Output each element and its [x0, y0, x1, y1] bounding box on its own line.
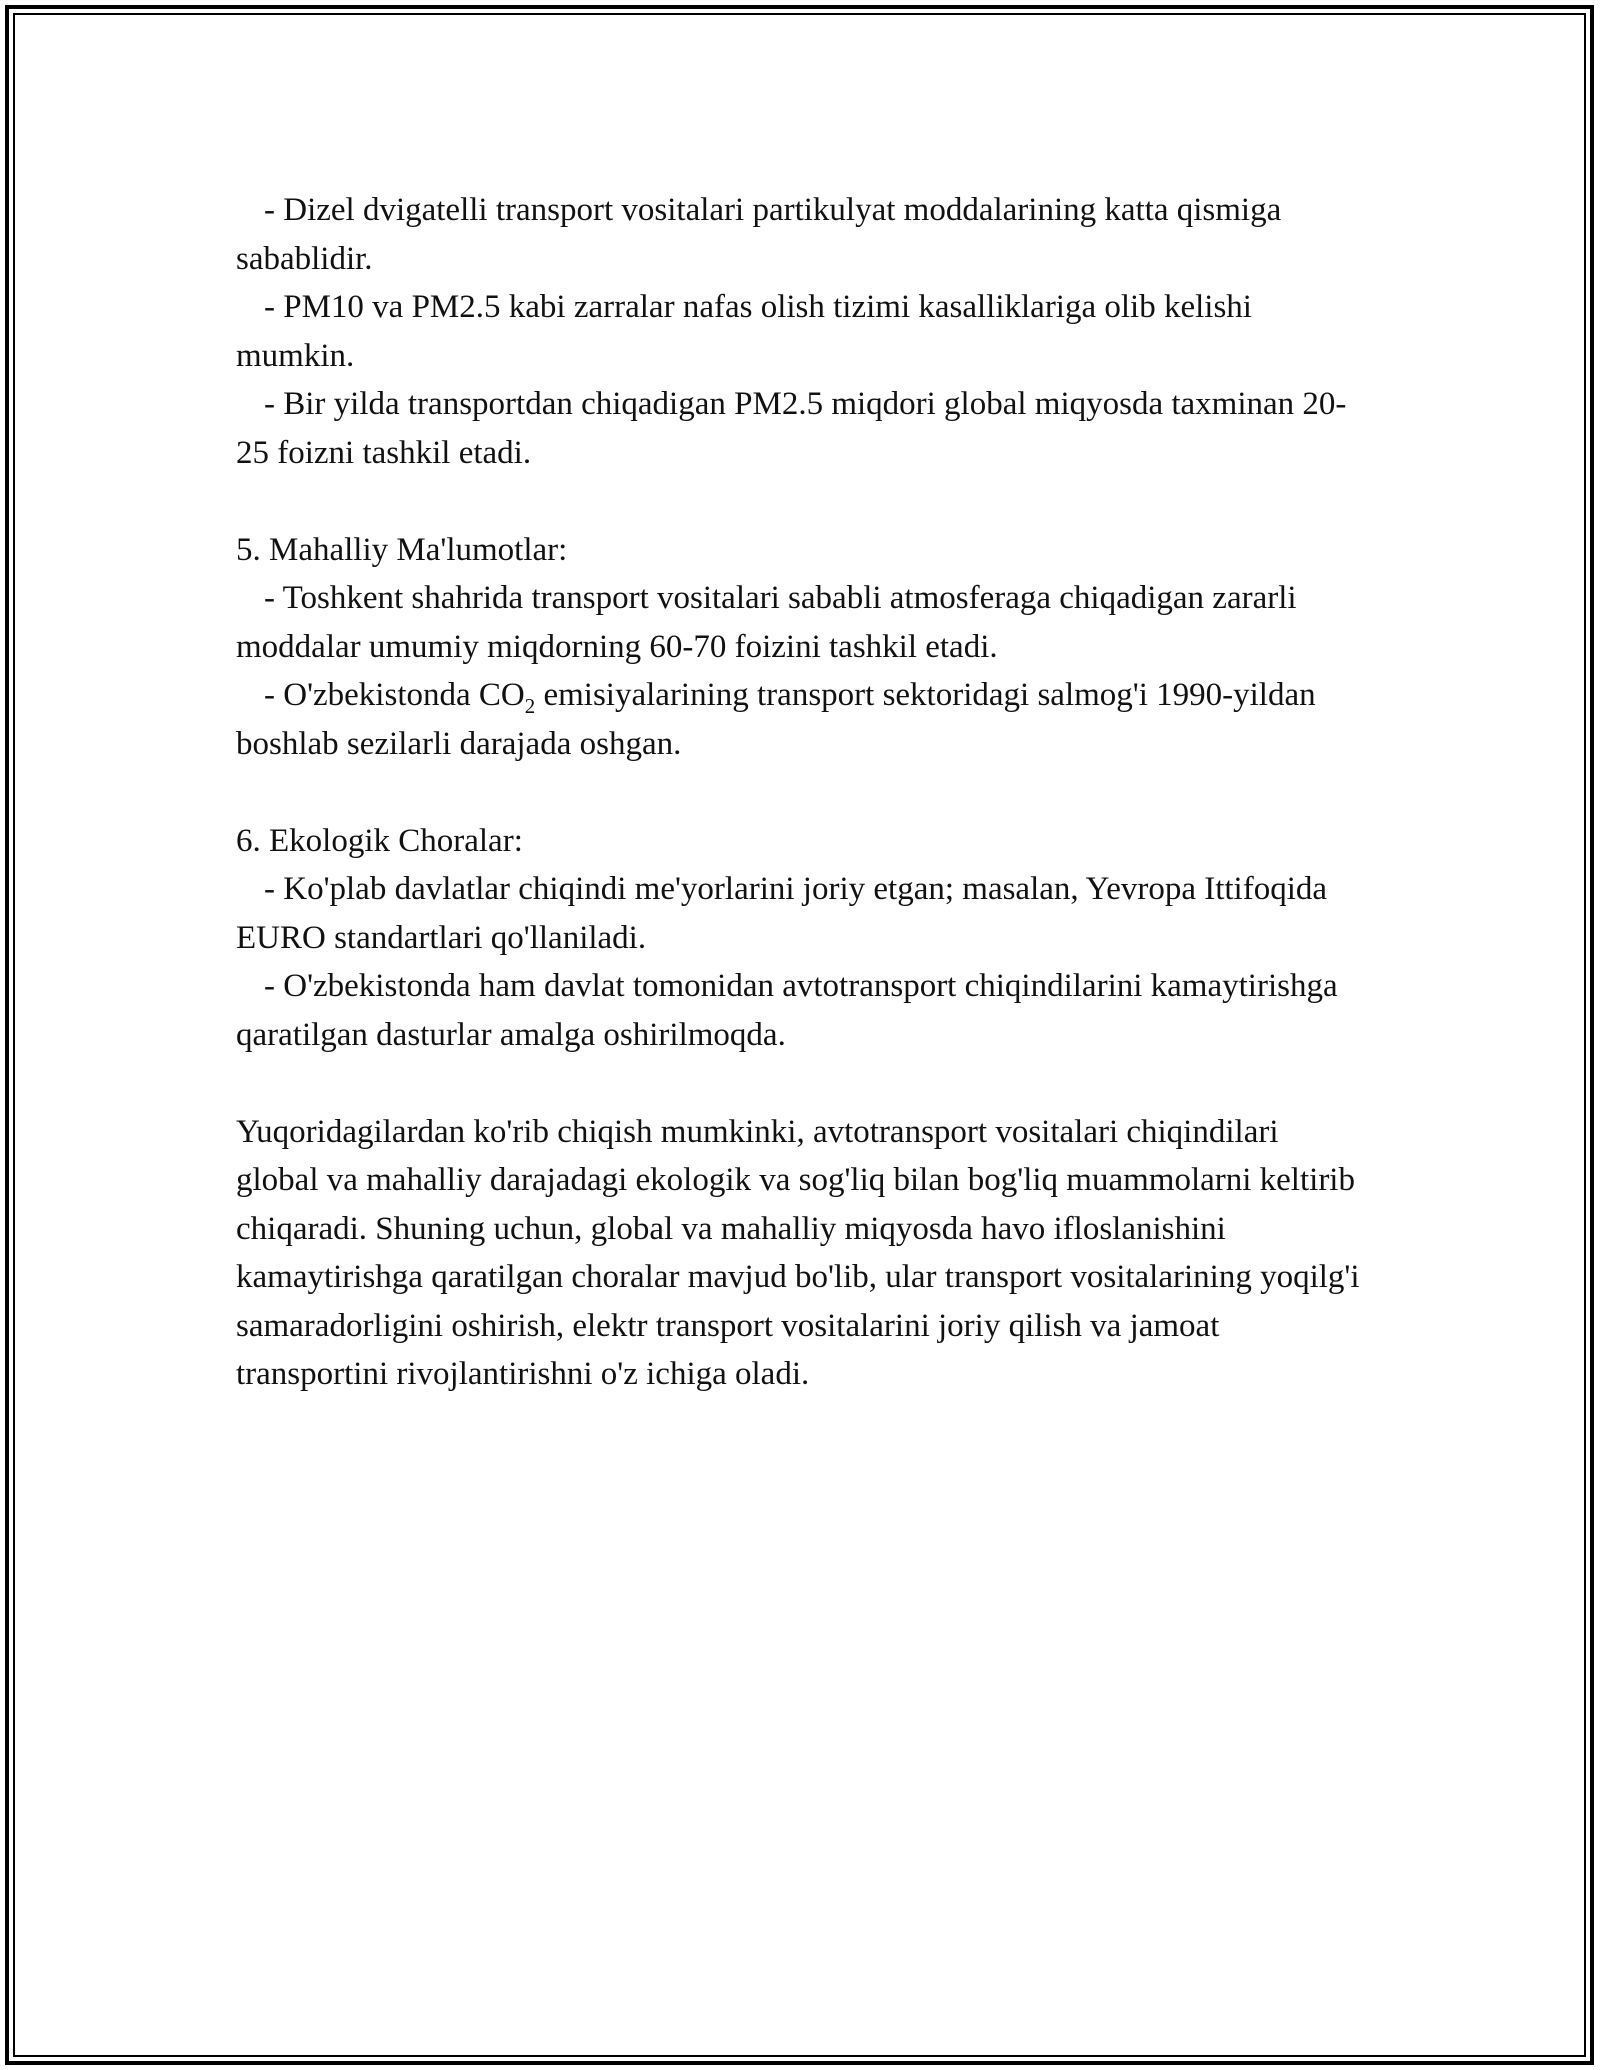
pm-bullet-1-text: - Dizel dvigatelli transport vositalari partikulyat moddalarining katta qismiga sabablidir.	[236, 192, 1282, 277]
local-bullet-1	[236, 574, 1366, 671]
local-bullet-2	[236, 671, 1366, 768]
local-bullet-2-start: - O'zbekistonda CO	[264, 677, 525, 713]
paragraph-gap	[236, 768, 1366, 817]
pm-bullet-2	[236, 283, 1366, 380]
pm-bullet-3	[236, 380, 1366, 477]
eco-bullet-1	[236, 865, 1366, 962]
eco-bullet-2-text: - O'zbekistonda ham davlat tomonidan avtotransport chiqindilarini kamaytirishga qaratilgan dasturlar amalga oshirilmoqda.	[236, 968, 1338, 1053]
local-heading: 5. Mahalliy Ma'lumotlar:	[236, 531, 568, 568]
pm-bullet-1	[236, 186, 1366, 283]
conclusion-paragraph: Yuqoridagilardan ko'rib chiqish mumkinki, avtotransport vositalari chiqindilari global va mahalliy darajadagi ekologik va sog'liq bilan bog'liq muammolarni keltirib chiqaradi. Shuning uchun, global va mahalliy miqyosda havo ifloslanishini kamaytirishga qaratilgan choralar mavjud bo'lib, ular transport vositalarining yoqilg'i samaradorligini oshirish, elektr transport vositalarini joriy qilish va jamoat transportini rivojlantirishni o'z ichiga oladi.	[236, 1113, 1360, 1392]
eco-bullet-1-text: - Ko'plab davlatlar chiqindi me'yorlarini joriy etgan; masalan, Yevropa Ittifoqida EURO standartlari qo'llaniladi.	[236, 871, 1328, 956]
local-bullet-1-text: - Toshkent shahrida transport vositalari sababli atmosferaga chiqadigan zararli moddalar umumiy miqdorning 60-70 foizini tashkil etadi.	[236, 580, 1297, 665]
document-body	[236, 186, 1366, 1399]
pm-bullet-2-text: - PM10 va PM2.5 kabi zarralar nafas olish tizimi kasalliklariga olib kelishi mumkin.	[236, 289, 1252, 374]
paragraph-gap	[236, 1059, 1366, 1108]
pm-bullet-3-text: - Bir yilda transportdan chiqadigan PM2.5 miqdori global miqyosda taxminan 20-25 foizni tashkil etadi.	[236, 386, 1347, 471]
local-bullet-2-end: emisiyalarining transport sektoridagi salmog'i 1990-yildan boshlab sezilarli darajada oshgan.	[236, 677, 1316, 762]
paragraph-gap	[236, 477, 1366, 526]
eco-heading: 6. Ekologik Choralar:	[236, 822, 523, 859]
eco-bullet-2	[236, 962, 1366, 1059]
co2-subscript: 2	[524, 694, 536, 718]
